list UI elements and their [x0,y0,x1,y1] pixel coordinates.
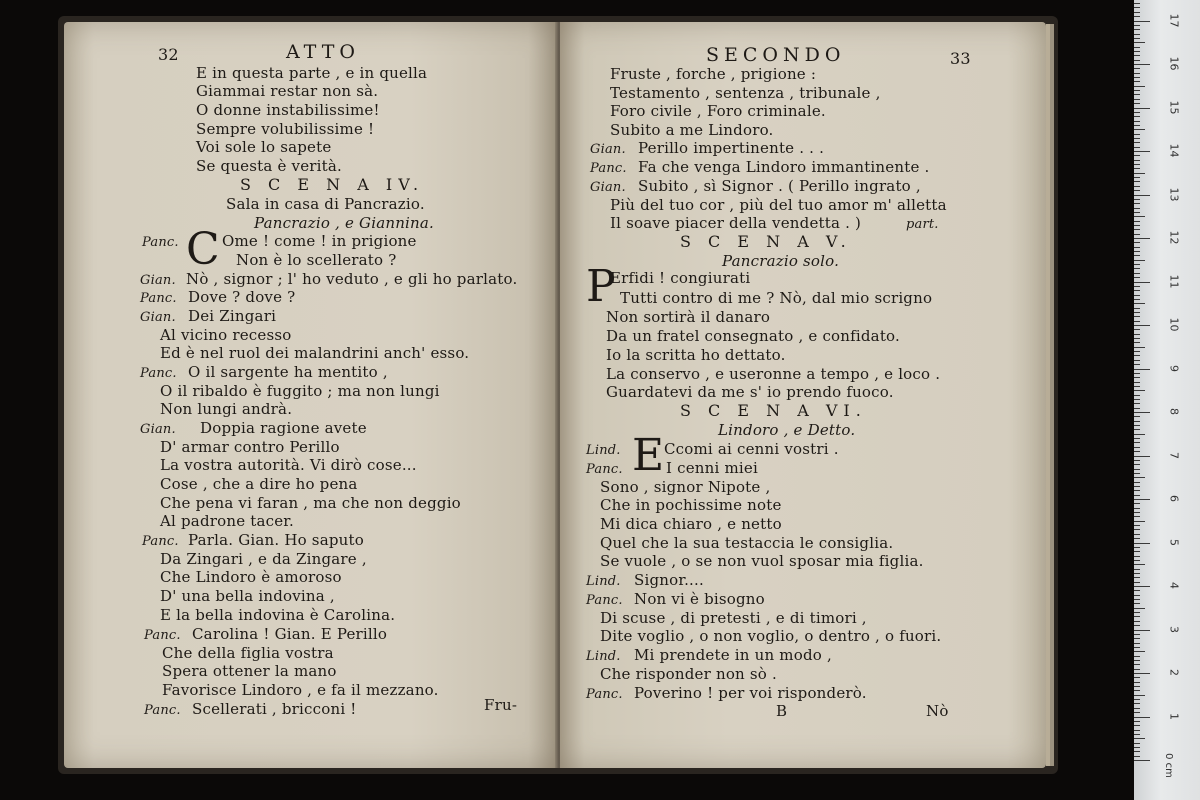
ruler-tick [1134,173,1145,174]
speaker-label: Gian. [590,142,626,157]
ruler-tick [1134,60,1140,61]
ruler-number: 4 [1167,582,1181,589]
ruler-tick [1134,521,1145,522]
verse-line: Più del tuo cor , più del tuo amor m' alletta [610,196,947,214]
ruler-tick [1134,499,1150,500]
scene-heading: S C E N A V. [680,232,852,251]
speaker-label: Gian. [140,273,176,288]
ruler-tick [1134,634,1140,635]
ruler-tick [1134,225,1140,226]
verse-line: Dei Zingari [188,307,277,325]
ruler-tick [1134,425,1140,426]
ruler-tick [1134,529,1140,530]
verse-line: O il sargente ha mentito , [188,363,388,381]
verse-line: Dite voglio , o non voglio, o dentro , o fuori. [600,627,942,645]
ruler-tick [1134,490,1140,491]
speaker-label: Panc. [144,628,181,643]
ruler-tick [1134,730,1140,731]
speaker-label: Panc. [142,534,179,549]
ruler-number: 6 [1167,495,1181,502]
speaker-label: Lind. [586,574,621,589]
ruler-tick [1134,712,1140,713]
ruler-tick [1134,329,1140,330]
ruler-number: 16 [1167,56,1181,71]
ruler-tick [1134,364,1140,365]
ruler-tick [1134,29,1140,30]
ruler-tick [1134,538,1140,539]
ruler-tick [1134,129,1145,130]
ruler-tick [1134,486,1140,487]
drop-cap: C [186,224,220,275]
ruler-tick [1134,442,1140,443]
ruler-tick [1134,260,1145,261]
ruler-number: 14 [1167,143,1181,158]
left-running-header: ATTO [286,41,360,63]
verse-line: Che della figlia vostra [162,644,334,662]
right-page [560,22,1046,768]
left-page-number: 32 [158,45,179,64]
ruler-tick [1134,255,1140,256]
ruler-tick [1134,482,1140,483]
verse-line: Dove ? dove ? [188,288,296,306]
verse-line: Ome ! come ! in prigione [222,232,417,250]
ruler-tick [1134,81,1140,82]
ruler-tick [1134,477,1145,478]
ruler-tick [1134,38,1140,39]
scene-characters: Pancrazio solo. [722,252,840,270]
ruler-tick [1134,408,1140,409]
right-page-number: 33 [950,49,971,68]
ruler-tick [1134,403,1140,404]
ruler-tick [1134,234,1140,235]
ruler-tick [1134,495,1140,496]
ruler-tick [1134,90,1140,91]
verse-line: Giammai restar non sà. [196,82,379,100]
verse-line: Tutti contro di me ? Nò, dal mio scrigno [620,289,933,307]
ruler-tick [1134,690,1140,691]
verse-line: Ed è nel ruol dei malandrini anch' esso. [160,344,470,362]
ruler-tick [1134,516,1140,517]
ruler-tick [1134,660,1140,661]
ruler-tick [1134,151,1150,152]
verse-line: Subito , sì Signor . ( Perillo ingrato , [638,177,921,195]
ruler-tick [1134,369,1150,370]
ruler-tick [1134,47,1140,48]
ruler-tick [1134,99,1140,100]
speaker-label: Panc. [144,703,181,718]
ruler-tick [1134,669,1140,670]
verse-line: Se vuole , o se non vuol sposar mia figlia. [600,552,924,570]
scene-heading: S C E N A IV. [240,175,425,194]
ruler-number: 2 [1167,669,1181,676]
ruler-number: 10 [1167,317,1181,332]
speaker-label: Gian. [140,422,176,437]
verse-line: Che pena vi faran , ma che non deggio [160,494,461,512]
verse-line: Foro civile , Foro criminale. [610,102,826,120]
verse-line: D' una bella indovina , [160,587,335,605]
ruler-tick [1134,503,1140,504]
ruler-tick [1134,103,1140,104]
speaker-label: Panc. [586,462,623,477]
ruler-tick [1134,12,1140,13]
ruler-tick [1134,429,1140,430]
ruler-tick [1134,451,1140,452]
verse-line: Che risponder non sò . [600,665,777,683]
ruler-tick [1134,386,1140,387]
ruler-tick [1134,112,1140,113]
verse-line: Quel che la sua testaccia le consiglia. [600,534,894,552]
ruler-tick [1134,647,1140,648]
ruler-tick [1134,195,1150,196]
ruler-tick [1134,582,1140,583]
ruler-tick [1134,251,1140,252]
verse-line: Fruste , forche , prigione : [610,65,817,83]
verse-line: O donne instabilissime! [196,101,380,119]
ruler-tick [1134,264,1140,265]
ruler-tick [1134,664,1140,665]
ruler-tick [1134,564,1145,565]
verse-line: Perillo impertinente . . . [638,139,825,157]
ruler-tick [1134,64,1150,65]
ruler-tick [1134,94,1140,95]
ruler-tick [1134,7,1140,8]
scene-setting: Sala in casa di Pancrazio. [226,195,425,213]
ruler-tick [1134,312,1140,313]
ruler-tick [1134,373,1140,374]
ruler-tick [1134,168,1140,169]
verse-line: Non è lo scellerato ? [236,251,397,269]
verse-line: Erfidi ! congiurati [610,269,751,287]
ruler-tick [1134,525,1140,526]
verse-line: Doppia ragione avete [200,419,367,437]
ruler-tick [1134,199,1140,200]
ruler-tick [1134,342,1140,343]
ruler-tick [1134,125,1140,126]
left-page [64,22,558,768]
ruler-tick [1134,351,1140,352]
catchword: Nò [926,702,949,720]
ruler-tick [1134,325,1150,326]
ruler-tick [1134,3,1140,4]
ruler-tick [1134,177,1140,178]
verse-line: Non vi è bisogno [634,590,765,608]
ruler-tick [1134,86,1145,87]
ruler-number: 3 [1167,625,1181,633]
ruler-tick [1134,208,1140,209]
ruler-tick [1134,277,1140,278]
ruler-tick [1134,147,1140,148]
ruler-tick [1134,221,1140,222]
ruler-tick [1134,725,1140,726]
ruler-unit-label: 0 cm [1162,753,1174,778]
ruler-tick [1134,695,1145,696]
ruler-tick [1134,282,1150,283]
speaker-label: Lind. [586,443,621,458]
ruler-tick [1134,625,1140,626]
verse-line: Non lungi andrà. [160,400,293,418]
ruler-tick [1134,164,1140,165]
ruler-tick [1134,121,1140,122]
ruler-tick [1134,534,1140,535]
ruler-tick [1134,338,1140,339]
ruler-number: 13 [1167,187,1181,201]
verse-line: Nò , signor ; l' ho veduto , e gli ho parlato. [186,270,518,288]
ruler-tick [1134,595,1140,596]
ruler-tick [1134,656,1140,657]
ruler-tick [1134,643,1140,644]
ruler-tick [1134,721,1140,722]
verse-line: Non sortirà il danaro [606,308,771,326]
ruler-number: 11 [1167,274,1181,288]
ruler-tick [1134,447,1140,448]
ruler-tick [1134,229,1140,230]
stage-direction: part. [906,217,939,232]
ruler-tick [1134,390,1145,391]
ruler-tick [1134,55,1140,56]
ruler-tick [1134,508,1140,509]
ruler-tick [1134,560,1140,561]
ruler-tick [1134,621,1140,622]
verse-line: Io la scritta ho dettato. [606,346,786,364]
ruler-tick [1134,155,1140,156]
verse-line: Ccomi ai cenni vostri . [664,440,839,458]
verse-line: Il soave piacer della vendetta . ) [610,214,862,232]
ruler-number: 1 [1167,712,1181,720]
ruler-tick [1134,556,1140,557]
ruler-tick [1134,416,1140,417]
ruler-tick [1134,377,1140,378]
ruler-tick [1134,190,1140,191]
ruler-tick [1134,360,1140,361]
ruler-tick [1134,268,1140,269]
ruler-tick [1134,586,1150,587]
speaker-label: Lind. [586,649,621,664]
right-running-header: SECONDO [706,44,846,66]
ruler-tick [1134,116,1140,117]
verse-line: Fa che venga Lindoro immantinente . [638,158,930,176]
ruler-tick [1134,573,1140,574]
ruler-tick [1134,299,1140,300]
ruler-tick [1134,677,1140,678]
drop-cap: E [632,430,665,481]
verse-line: Che Lindoro è amoroso [160,568,342,586]
ruler-tick [1134,42,1145,43]
verse-line: O il ribaldo è fuggito ; ma non lungi [160,382,440,400]
ruler-tick [1134,686,1140,687]
ruler-tick [1134,699,1140,700]
ruler-number: 15 [1167,100,1181,114]
ruler-number: 8 [1167,408,1181,415]
ruler-tick [1134,708,1140,709]
ruler-tick [1134,456,1150,457]
ruler-tick [1134,160,1140,161]
drop-cap: P [586,261,616,312]
ruler-tick [1134,421,1140,422]
ruler-tick [1134,273,1140,274]
verse-line: Cose , che a dire ho pena [160,475,358,493]
ruler-tick [1134,547,1140,548]
ruler-tick [1134,638,1140,639]
ruler-tick [1134,469,1140,470]
ruler-tick [1134,212,1140,213]
verse-line: I cenni miei [666,459,758,477]
ruler-tick [1134,16,1140,17]
ruler-tick [1134,303,1145,304]
ruler-tick [1134,334,1140,335]
verse-line: Voi sole lo sapete [196,138,332,156]
ruler-tick [1134,286,1140,287]
verse-line: Favorisce Lindoro , e fa il mezzano. [162,681,439,699]
ruler-tick [1134,134,1140,135]
ruler-tick [1134,308,1140,309]
ruler-tick [1134,73,1140,74]
ruler-tick [1134,717,1150,718]
verse-line: Da Zingari , e da Zingare , [160,550,367,568]
verse-line: Guardatevi da me s' io prendo fuoco. [606,383,894,401]
verse-line: Parla. Gian. Ho saputo [188,531,364,549]
ruler-tick [1134,181,1140,182]
ruler-tick [1134,673,1150,674]
verse-line: Carolina ! Gian. E Perillo [192,625,388,643]
ruler-tick [1134,473,1140,474]
ruler-tick [1134,577,1140,578]
ruler-tick [1134,760,1150,761]
verse-line: Signor.... [634,571,704,589]
ruler-tick [1134,295,1140,296]
ruler-tick [1134,290,1140,291]
ruler-tick [1134,512,1140,513]
catchword: Fru- [484,696,518,714]
verse-line: Scellerati , bricconi ! [192,700,357,718]
ruler-number: 17 [1167,13,1181,27]
verse-line: Al vicino recesso [160,326,292,344]
speaker-label: Panc. [142,235,179,250]
ruler-tick [1134,138,1140,139]
ruler-tick [1134,108,1150,109]
ruler-tick [1134,651,1145,652]
scene-characters: Lindoro , e Detto. [718,421,856,439]
speaker-label: Gian. [590,180,626,195]
speaker-label: Panc. [140,366,177,381]
speaker-label: Panc. [140,291,177,306]
verse-line: Sono , signor Nipote , [600,478,771,496]
speaker-label: Panc. [586,687,623,702]
ruler-tick [1134,203,1140,204]
verse-line: Che in pochissime note [600,496,782,514]
verse-line: Subito a me Lindoro. [610,121,774,139]
ruler-tick [1134,434,1145,435]
ruler-tick [1134,569,1140,570]
ruler-tick [1134,612,1140,613]
ruler-tick [1134,68,1140,69]
ruler-tick [1134,412,1150,413]
ruler-tick [1134,551,1140,552]
ruler-tick [1134,630,1150,631]
ruler-number: 7 [1167,451,1181,459]
signature-mark: B [776,702,788,720]
verse-line: E in questa parte , e in quella [196,64,428,82]
ruler-tick [1134,395,1140,396]
ruler-tick [1134,316,1140,317]
ruler-number: 9 [1167,364,1181,372]
ruler-tick [1134,608,1145,609]
ruler-tick [1134,34,1140,35]
ruler-tick [1134,51,1140,52]
ruler-tick [1134,756,1140,757]
ruler-tick [1134,399,1140,400]
speaker-label: Panc. [586,593,623,608]
ruler-tick [1134,142,1140,143]
ruler-tick [1134,738,1145,739]
ruler-tick [1134,603,1140,604]
ruler-tick [1134,242,1140,243]
ruler-tick [1134,347,1145,348]
ruler-tick [1134,77,1140,78]
ruler-tick [1134,438,1140,439]
ruler-tick [1134,543,1150,544]
scene-characters: Pancrazio , e Giannina. [254,214,435,232]
verse-line: Mi dica chiaro , e netto [600,515,782,533]
ruler-tick [1134,703,1140,704]
verse-line: Spera ottener la mano [162,662,337,680]
ruler-tick [1134,186,1140,187]
ruler-number: 5 [1167,538,1181,546]
speaker-label: Panc. [590,161,627,176]
verse-line: Al padrone tacer. [160,512,294,530]
ruler-tick [1134,747,1140,748]
verse-line: E la bella indovina è Carolina. [160,606,396,624]
ruler-tick [1134,21,1150,22]
verse-line: La vostra autorità. Vi dirò cose... [160,456,417,474]
verse-line: Da un fratel consegnato , e confidato. [606,327,900,345]
ruler-tick [1134,464,1140,465]
ruler-tick [1134,216,1145,217]
ruler-tick [1134,751,1140,752]
verse-line: Testamento , sentenza , tribunale , [610,84,881,102]
speaker-label: Gian. [140,310,176,325]
ruler-tick [1134,743,1140,744]
ruler-number: 12 [1167,230,1181,245]
ruler-tick [1134,25,1140,26]
ruler-tick [1134,616,1140,617]
measuring-ruler [1134,0,1200,800]
verse-line: Se questa è verità. [196,157,342,175]
verse-line: D' armar contro Perillo [160,438,340,456]
ruler-tick [1134,355,1140,356]
page-edge [1050,24,1054,766]
ruler-tick [1134,590,1140,591]
verse-line: Mi prendete in un modo , [634,646,832,664]
ruler-tick [1134,238,1150,239]
verse-line: Di scuse , di pretesti , e di timori , [600,609,867,627]
ruler-tick [1134,734,1140,735]
ruler-tick [1134,682,1140,683]
ruler-tick [1134,382,1140,383]
verse-line: La conservo , e useronne a tempo , e loco . [606,365,941,383]
ruler-tick [1134,321,1140,322]
ruler-tick [1134,460,1140,461]
verse-line: Sempre volubilissime ! [196,120,375,138]
verse-line: Poverino ! per voi risponderò. [634,684,867,702]
ruler-tick [1134,599,1140,600]
scene-heading: S C E N A VI. [680,401,867,420]
ruler-tick [1134,247,1140,248]
